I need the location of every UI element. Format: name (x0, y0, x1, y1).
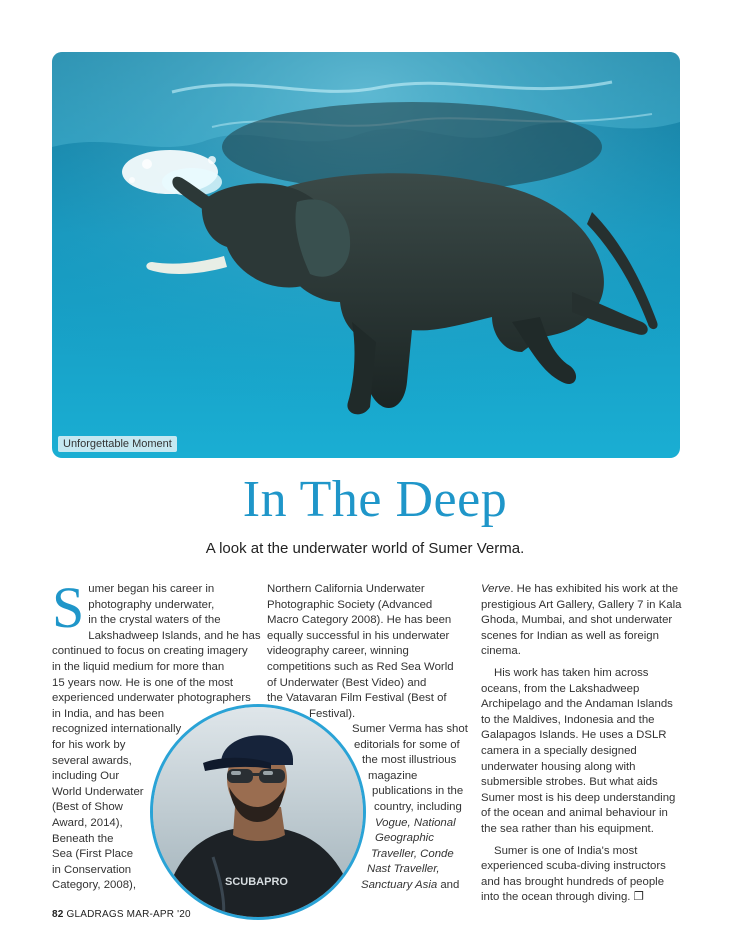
text-line: Sumer Verma has shot (352, 723, 468, 735)
text-line: Nast Traveller, (367, 863, 440, 876)
text-line: including Our (52, 770, 120, 783)
text-line: the Vatavaran Film Festival (Best of (267, 692, 447, 705)
text-line: (Best of Show (52, 801, 123, 814)
text-line: of Underwater (Best Video) and (267, 676, 427, 689)
text-line: of the ocean and animal behaviour in (481, 807, 668, 820)
text-line: Northern California Underwater (267, 583, 425, 595)
text-line: the most illustrious (362, 754, 457, 767)
text-line: Galapagos Islands. He uses a DSLR (481, 729, 667, 742)
publication-name: GLADRAGS MAR-APR '20 (66, 909, 191, 920)
page-number: 82 (52, 909, 64, 920)
article-title: In The Deep (242, 471, 508, 528)
text-fragment: . He has exhibited his work at the (510, 583, 679, 595)
text-line: the sea rather than his equipment. (481, 822, 654, 835)
text-line: World Underwater (52, 785, 144, 798)
text-line: Award, 2014), (52, 816, 123, 829)
text-line: photography underwater, (88, 598, 215, 611)
text-line: for his work by (52, 738, 126, 751)
text-line: Ghoda, Mumbai, and shot underwater (481, 614, 673, 627)
magazine-name: Sanctuary Asia (361, 878, 438, 891)
text-line: equally successful in his underwater (267, 629, 450, 642)
text-line: in the crystal waters of the (88, 614, 221, 627)
text-line: experienced underwater photographers (52, 692, 251, 705)
text-line: 15 years now. He is one of the most (52, 676, 234, 689)
text-line: Festival). (309, 707, 356, 720)
text-line: to the Maldives, Indonesia and the (481, 713, 655, 726)
text-line: Sumer most is his deep understanding (481, 791, 676, 804)
text-line: Sea (First Place (52, 848, 134, 861)
text-line: in India, and has been (52, 707, 165, 720)
elephant-underwater-photo (52, 52, 680, 458)
text-line: His work has taken him across (494, 666, 649, 679)
text-line: cinema. (481, 645, 521, 658)
text-line: underwater housing along with (481, 760, 636, 773)
text-line (352, 878, 467, 894)
text-line: Vogue, National (375, 816, 456, 829)
text-line: Sumer is one of India's most (494, 844, 638, 857)
dropcap: S (52, 575, 85, 640)
text-line: submersible strobes. But what aids (481, 776, 658, 789)
text-line: scenes for Indian as well as foreign (481, 629, 659, 642)
text-line: country, including (374, 800, 462, 813)
column-3 (481, 582, 701, 906)
portrait-photo (150, 704, 366, 920)
text-line: and has brought hundreds of people (481, 875, 665, 888)
text-line: Macro Category 2008). He has been (267, 614, 452, 627)
photo-caption: Unforgettable Moment (58, 436, 177, 452)
hero-image (52, 52, 680, 458)
text-line: into the ocean through diving. ❐ (481, 891, 644, 904)
text-line: Photographic Society (Advanced (267, 598, 433, 611)
text-line: prestigious Art Gallery, Gallery 7 in Kala (481, 598, 682, 611)
text-line: Category, 2008), (52, 879, 136, 892)
text-line: continued to focus on creating imagery (52, 645, 248, 658)
page-footer (52, 909, 191, 920)
wetsuit-logo-text: SCUBAPRO (225, 876, 288, 888)
text-line: umer began his career in (88, 583, 215, 595)
text-line: Archipelago and the Andaman Islands (481, 698, 673, 711)
text-line: magazine (368, 769, 418, 782)
article-subtitle: A look at the underwater world of Sumer Verma. (205, 540, 525, 557)
text-line: competitions such as Red Sea World (267, 660, 454, 673)
column-2 (267, 582, 467, 722)
column-2-continued (352, 722, 467, 894)
text-line: videography career, winning (267, 645, 409, 658)
text-line: Beneath the (52, 832, 114, 845)
text-line: oceans, from the Lakshadweep (481, 682, 640, 695)
text-line: Lakshadweep Islands, and he has (88, 629, 261, 642)
text-line: in Conservation (52, 863, 132, 876)
text-line: in the liquid medium for more than (52, 660, 225, 673)
text-fragment: and (437, 878, 460, 891)
portrait-illustration (153, 707, 363, 917)
text-line (481, 582, 701, 598)
text-line: editorials for some of (354, 738, 460, 751)
text-line: several awards, (52, 754, 132, 767)
magazine-name: Verve (481, 583, 511, 595)
text-line: recognized internationally (52, 723, 182, 736)
text-line: experienced scuba-diving instructors (481, 860, 666, 873)
text-line: Traveller, Conde (371, 847, 454, 860)
text-line: publications in the (372, 785, 464, 798)
text-line: camera in a specially designed (481, 744, 637, 757)
text-line: Geographic (375, 832, 434, 845)
